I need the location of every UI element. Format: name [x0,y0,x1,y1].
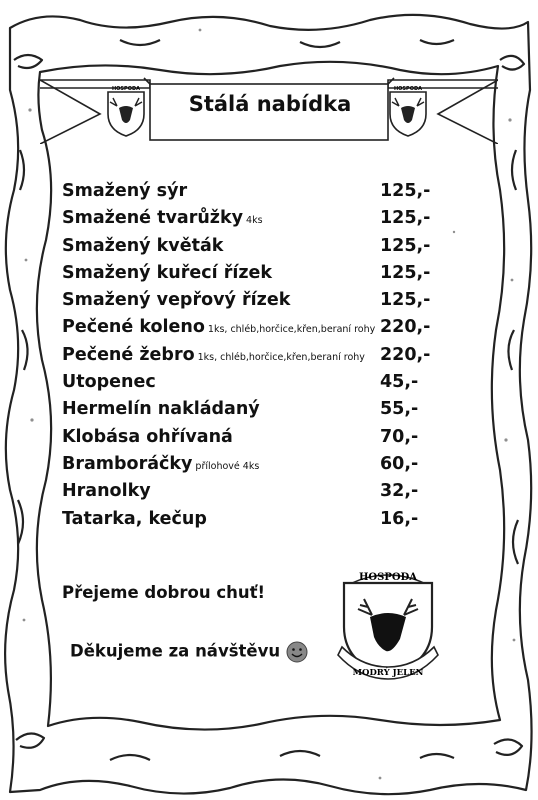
menu-item-name: Pečené koleno 1ks, chléb,horčice,křen,beraní rohy [62,317,376,338]
menu-item-name: Smažené tvarůžky 4ks [62,208,263,229]
menu-item-price: 220,- [380,344,431,365]
menu-item [62,399,442,426]
menu-item [62,208,442,235]
menu-item-price: 16,- [380,508,419,529]
menu-item-name: Smažený vepřový řízek [62,290,291,311]
menu-item [62,290,442,317]
menu-item-name: Utopenec [62,372,156,393]
menu-item-name: Pečené žebro 1ks, chléb,horčice,křen,beraní rohy [62,344,365,365]
menu-item-price: 60,- [380,453,419,474]
menu-item-price: 45,- [380,372,419,393]
menu-item-name: Smažený kuřecí řízek [62,262,273,283]
page-title: Stálá nabídka [188,92,352,116]
deer-head-shield-icon [332,563,444,683]
menu-item-price: 220,- [380,317,431,338]
menu-item-name: Smažený sýr [62,181,188,201]
menu-item [62,317,442,344]
menu-item [62,481,442,508]
deer-head-shield-icon [384,82,432,138]
menu-item [62,236,442,263]
menu-item-name: Hermelín nakládaný [62,399,260,420]
thanks-line [70,641,308,663]
menu-item-price: 32,- [380,481,419,502]
logo-text-top: HOSPODA [358,572,418,583]
logo-text-top: HOSPODA [394,86,422,92]
menu-item-price: 125,- [380,208,431,229]
menu-item-name: Hranolky [62,481,151,502]
deer-head-shield-icon [102,82,150,138]
menu-item-price: 70,- [380,426,419,447]
menu-item [62,509,442,536]
menu-item [62,427,442,454]
smiley-face-icon [286,641,308,663]
menu-item [62,181,442,208]
menu-item-price: 125,- [380,290,431,311]
menu-list [62,181,442,536]
menu-item-name: Smažený květák [62,235,224,256]
menu-item-name: Bramboráčky přílohové 4ks [62,453,260,474]
logo-text-top: HOSPODA [112,86,140,92]
menu-item [62,372,442,399]
menu-item-price: 125,- [380,235,431,256]
menu-item-name: Tatarka, kečup [62,508,207,529]
menu-item-price: 125,- [380,181,431,201]
menu-item-price: 125,- [380,262,431,283]
menu-item-name: Klobása ohřívaná [62,426,233,447]
wish-text: Přejeme dobrou chuť! [62,583,266,602]
menu-item [62,345,442,372]
menu-item [62,454,442,481]
thanks-text: Děkujeme za návštěvu [70,641,281,661]
menu-item-price: 55,- [380,399,419,420]
menu-item [62,263,442,290]
logo-text-bottom: MODRÝ JELEN [352,668,424,678]
